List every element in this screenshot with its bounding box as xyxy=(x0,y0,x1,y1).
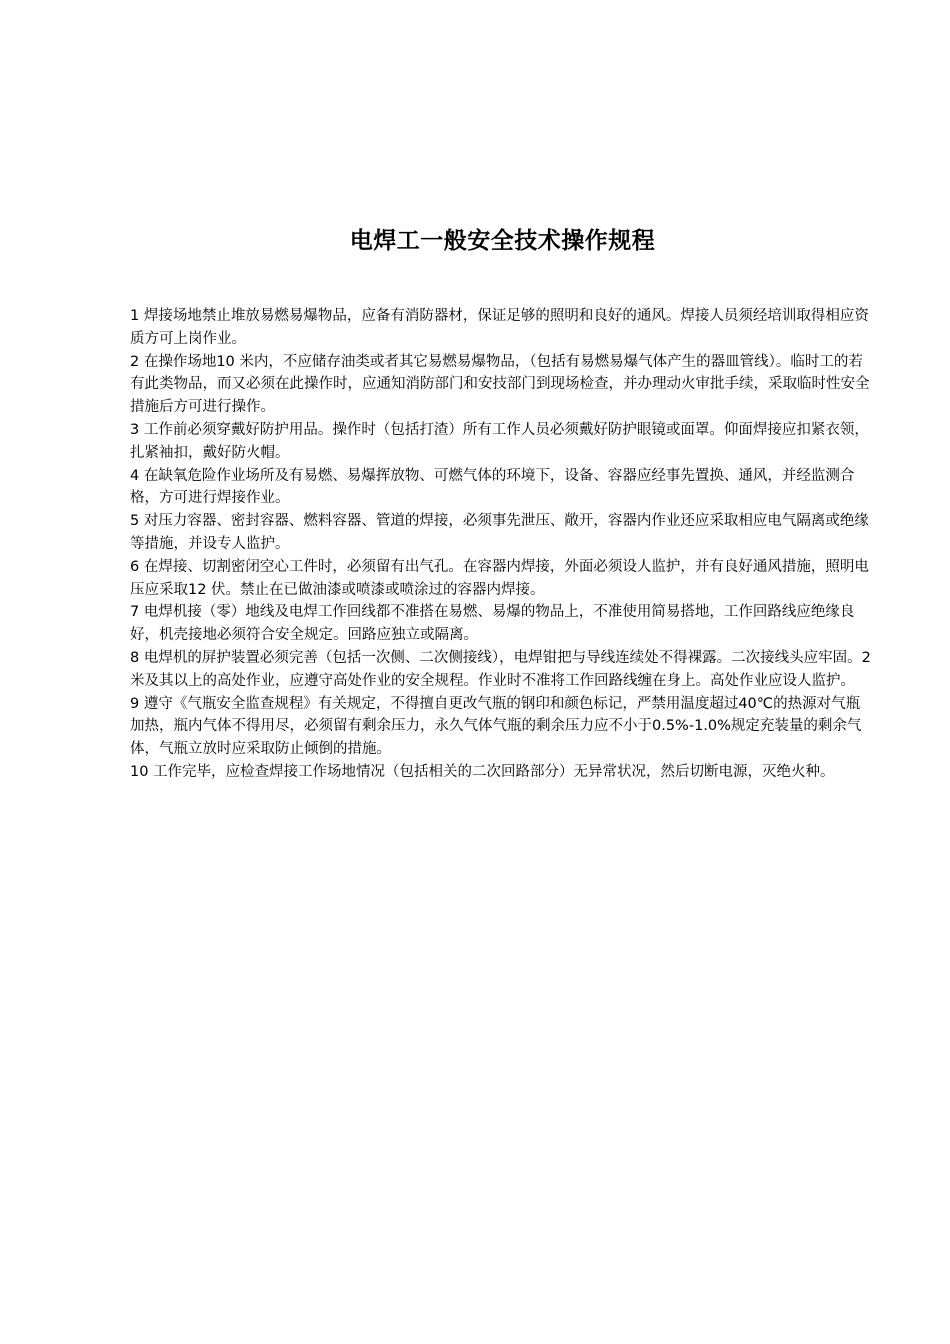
rule-item-1: 1 焊接场地禁止堆放易燃易爆物品，应备有消防器材，保证足够的照明和良好的通风。焊接人员须经培训取得相应资质方可上岗作业。 xyxy=(130,308,869,347)
rule-item-8: 8 电焊机的屏护装置必须完善（包括一次侧、二次侧接线），电焊钳把与导线连续处不得裸露。二次接线头应牢固。2 米及其以上的高处作业，应遵守高处作业的安全规程。作业时不准将工作回路线缠在身上。高处作业应设人监护。 xyxy=(130,649,871,689)
rule-item-10: 10 工作完毕，应检查焊接工作场地情况（包括相关的二次回路部分）无异常状况，然后切断电源，灭绝火种。 xyxy=(130,763,835,780)
rule-item-2: 2 在操作场地10 米内，不应储存油类或者其它易燃易爆物品，（包括有易燃易爆气体产生的器皿管线）。临时工的若有此类物品，而又必须在此操作时，应通知消防部门和安技部门到现场检查，并办理动火审批手续，采取临时性安全措施后方可进行操作。 xyxy=(130,353,870,416)
document-title: 电焊工一般安全技术操作规程 xyxy=(349,228,656,254)
document-body xyxy=(130,305,874,784)
rule-item-5: 5 对压力容器、密封容器、燃料容器、管道的焊接，必须事先泄压、敞开，容器内作业还应采取相应电气隔离或绝缘等措施，并设专人监护。 xyxy=(130,513,869,552)
rule-item-7: 7 电焊机接（零）地线及电焊工作回线都不准搭在易燃、易爆的物品上，不准使用简易搭地，工作回路线应绝缘良好，机壳接地必须符合安全规定。回路应独立或隔离。 xyxy=(130,604,855,644)
rule-item-3: 3 工作前必须穿戴好防护用品。操作时（包括打渣）所有工作人员必须戴好防护眼镜或面罩。仰面焊接应扣紧衣领，扎紧袖扣，戴好防火帽。 xyxy=(130,421,869,461)
rule-item-6: 6 在焊接、切割密闭空心工件时，必须留有出气孔。在容器内焊接，外面必须设人监护，并有良好通风措施，照明电压应采取12 伏。禁止在已做油漆或喷漆或喷涂过的容器内焊接。 xyxy=(130,558,869,598)
rule-item-9: 9 遵守《气瓶安全监查规程》有关规定，不得擅自更改气瓶的钢印和颜色标记，严禁用温度超过40℃的热源对气瓶加热，瓶内气体不得用尽，必须留有剩余压力，永久气体气瓶的剩余压力应不小于0.5%-1.0%规定充装量的剩余气体，气瓶立放时应采取防止倾倒的措施。 xyxy=(130,695,862,758)
rule-item-4: 4 在缺氧危险作业场所及有易燃、易爆挥放物、可燃气体的环境下，设备、容器应经事先置换、通风，并经监测合格，方可进行焊接作业。 xyxy=(130,467,855,507)
